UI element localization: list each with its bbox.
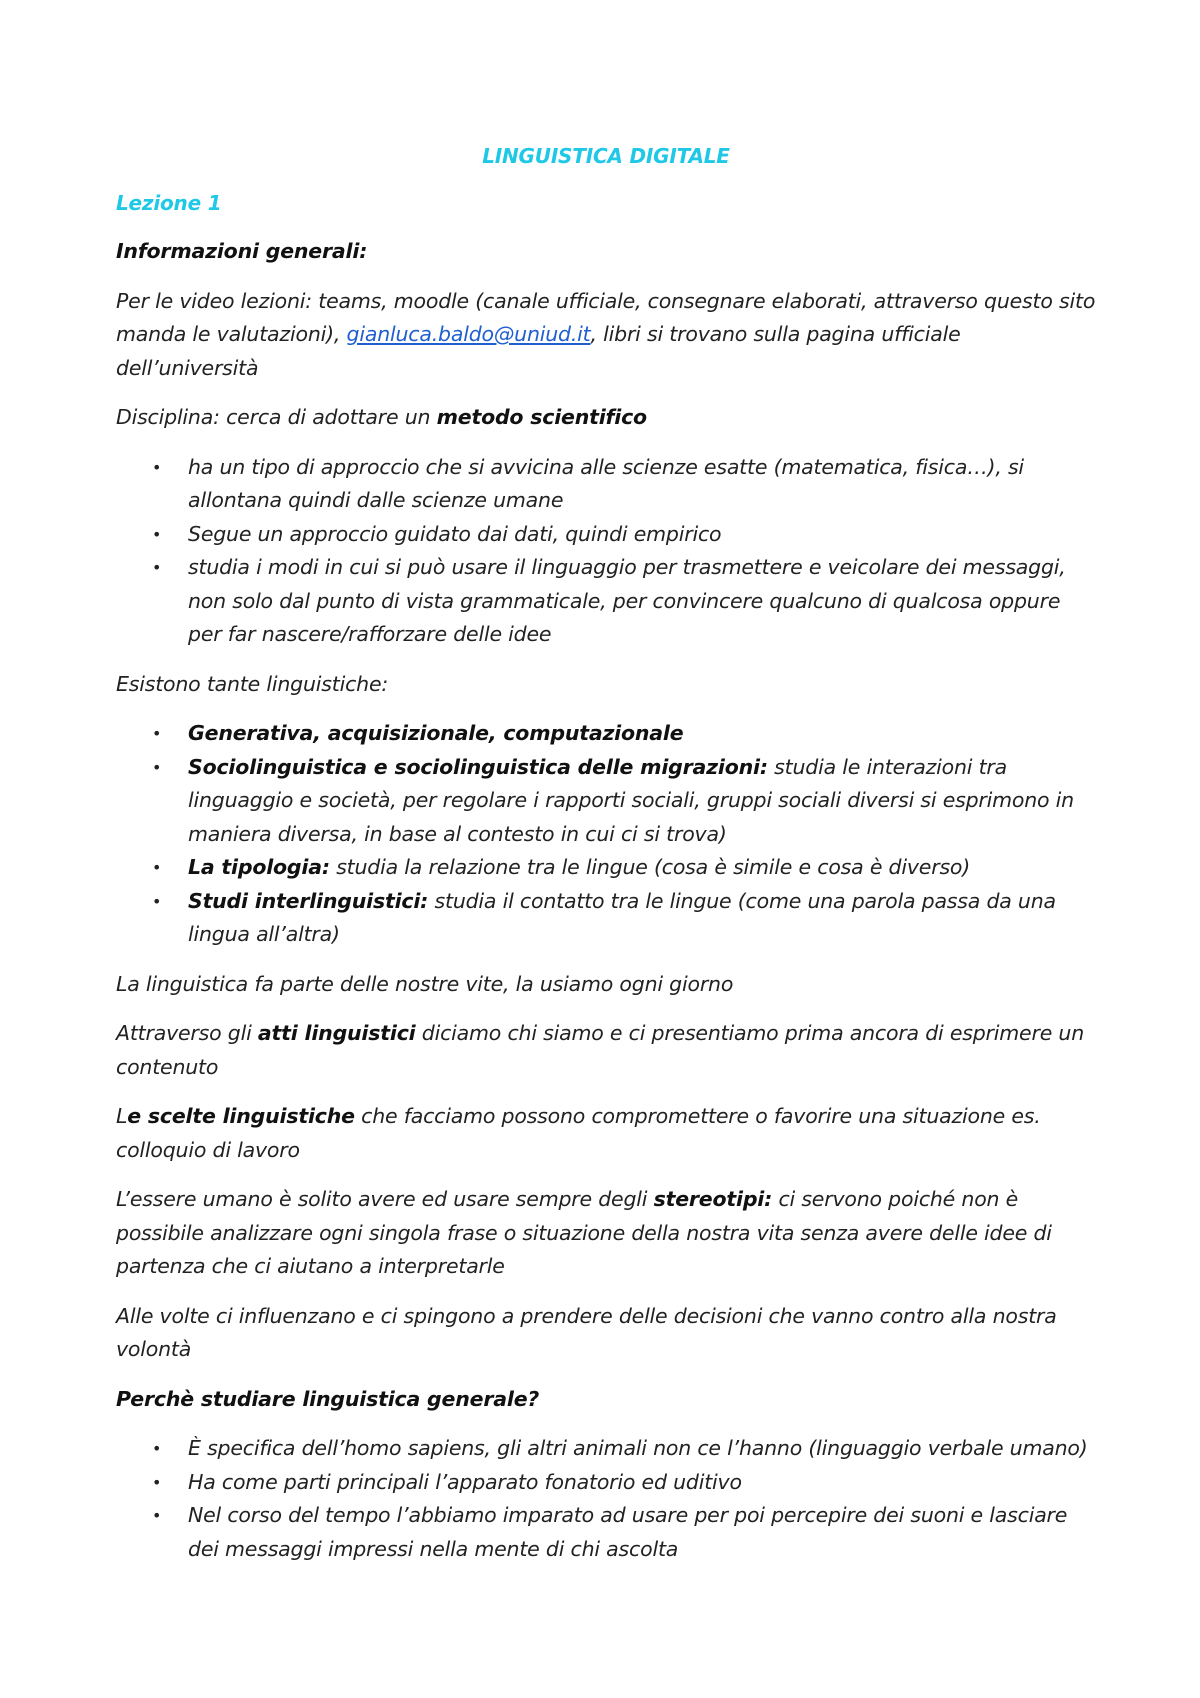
list-item: • Ha come parti principali l’apparato fonatorio ed uditivo xyxy=(116,1466,1096,1500)
lesson-heading: Lezione 1 xyxy=(116,191,222,215)
list-item: • La tipologia: studia la relazione tra le lingue (cosa è simile e cosa è diverso) xyxy=(116,851,1096,885)
paragraph: Alle volte ci influenzano e ci spingono a prendere delle decisioni che vanno contro alla nostra volontà xyxy=(116,1303,1057,1361)
discipline-paragraph: Disciplina: cerca di adottare un metodo scientifico xyxy=(116,405,647,429)
document-title: LINGUISTICA DIGITALE xyxy=(482,144,730,168)
paragraph: L’essere umano è solito avere ed usare sempre degli stereotipi: ci servono poiché non è possibile analizzare ogni singola frase o situazione della nostra vita senza avere delle idee di partenza che ci aiutano a interpretarle xyxy=(116,1187,1052,1278)
list-item: • Sociolinguistica e sociolinguistica delle migrazioni: studia le interazioni tra linguaggio e società, per regolare i rapporti sociali, gruppi sociali diversi si esprimono in maniera diversa, in base al contesto in cui ci si trova) xyxy=(116,751,1096,852)
why-heading: Perchè studiare linguistica generale? xyxy=(116,1386,540,1411)
info-paragraph: Per le video lezioni: teams, moodle (canale ufficiale, consegnare elaborati, attraverso questo sito manda le valutazioni), gianluca.baldo@uniud.it, libri si trovano sulla pagina ufficiale dell’università xyxy=(116,288,1096,380)
list-item: • Studi interlinguistici: studia il contatto tra le lingue (come una parola passa da una lingua all’altra) xyxy=(116,885,1096,952)
bullet-icon: • xyxy=(152,724,162,743)
bullet-icon: • xyxy=(152,891,162,911)
list-item: • È specifica dell’homo sapiens, gli altri animali non ce l’hanno (linguaggio verbale umano) xyxy=(116,1432,1096,1466)
bullet-icon: • xyxy=(152,1506,162,1525)
bullet-icon: • xyxy=(152,757,162,777)
list-item: • Generativa, acquisizionale, computazionale xyxy=(116,717,1096,751)
bullet-icon: • xyxy=(152,1472,162,1492)
document-page xyxy=(116,140,1096,1582)
list-item: • studia i modi in cui si può usare il linguaggio per trasmettere e veicolare dei messaggi, non solo dal punto di vista grammaticale, per convincere qualcuno di qualcosa oppure per far nascere/rafforzare delle idee xyxy=(116,551,1096,652)
linguistics-list xyxy=(116,717,1096,952)
bullet-icon: • xyxy=(152,457,162,477)
bullet-icon: • xyxy=(152,558,162,577)
linguistics-intro: Esistono tante linguistiche: xyxy=(116,671,389,696)
why-list xyxy=(116,1432,1096,1566)
list-item: • Segue un approccio guidato dai dati, quindi empirico xyxy=(116,518,1096,552)
list-item: • ha un tipo di approccio che si avvicina alle scienze esatte (matematica, fisica…), si allontana quindi dalle scienze umane xyxy=(116,451,1096,518)
bullet-icon: • xyxy=(152,858,162,877)
info-heading: Informazioni generali: xyxy=(116,239,368,263)
paragraph: La linguistica fa parte delle nostre vite, la usiamo ogni giorno xyxy=(116,971,734,996)
paragraph: Le scelte linguistiche che facciamo possono compromettere o favorire una situazione es. colloquio di lavoro xyxy=(116,1104,1041,1162)
bullet-icon: • xyxy=(152,1439,162,1458)
bullet-icon: • xyxy=(152,524,162,544)
email-link[interactable]: gianluca.baldo@uniud.it xyxy=(346,322,591,346)
paragraph: Attraverso gli atti linguistici diciamo chi siamo e ci presentiamo prima ancora di esprimere un contenuto xyxy=(116,1021,1085,1079)
list-item: • Nel corso del tempo l’abbiamo imparato ad usare per poi percepire dei suoni e lasciare dei messaggi impressi nella mente di chi ascolta xyxy=(116,1499,1096,1566)
discipline-list xyxy=(116,451,1096,652)
